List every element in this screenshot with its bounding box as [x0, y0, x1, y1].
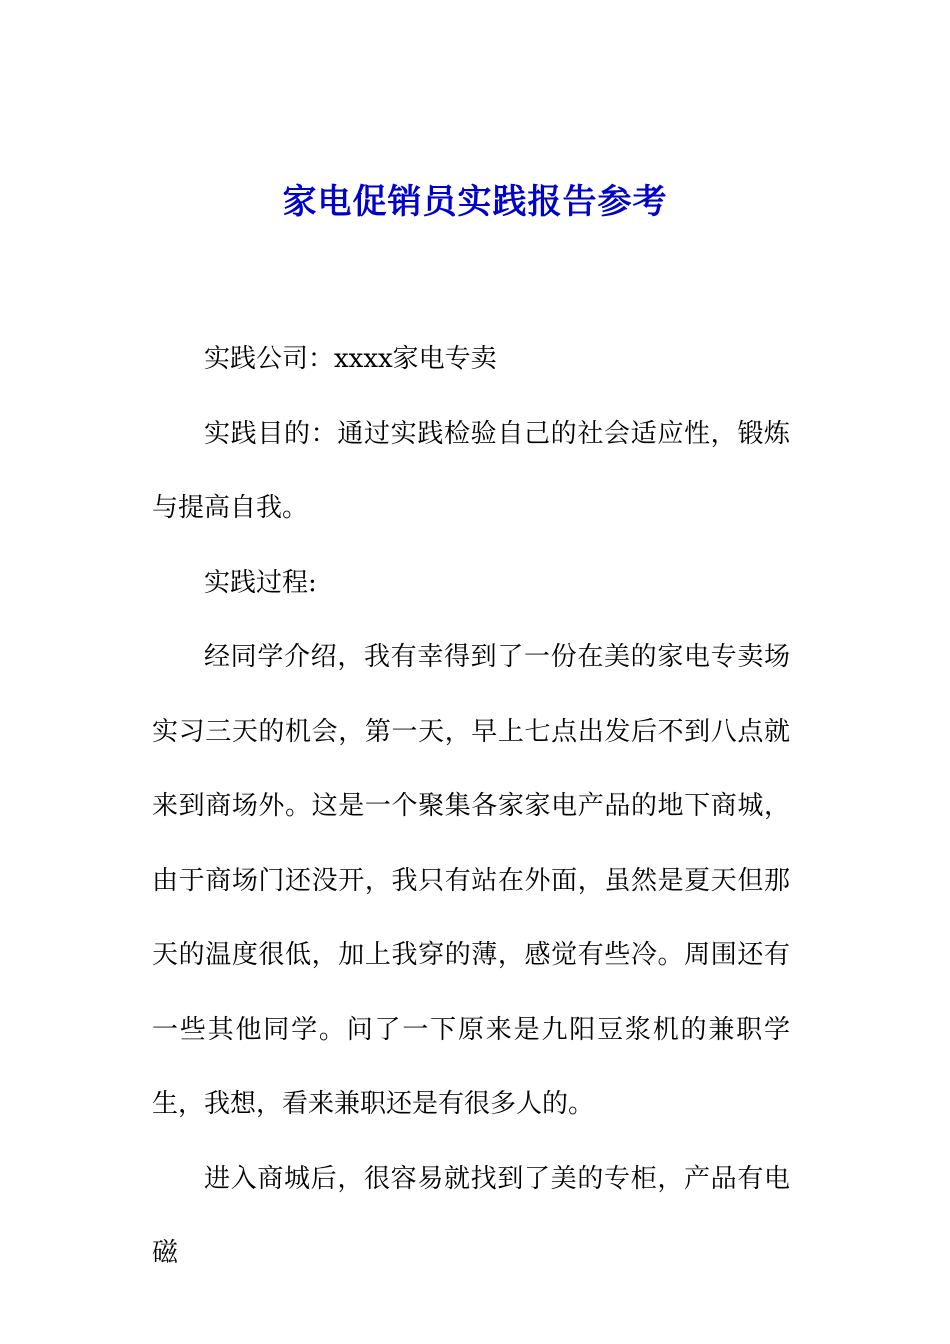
paragraph-purpose: 实践目的：通过实践检验自己的社会适应性，锻炼与提高自我。: [152, 418, 790, 523]
paragraph-process-body: 经同学介绍，我有幸得到了一份在美的家电专卖场实习三天的机会，第一天，早上七点出发后不到八点就来到商场外。这是一个聚集各家家电产品的地下商城，由于商场门还没开，我只有站在外面，虽然是夏天但那天的温度很低，加上我穿的薄，感觉有些冷。周围还有一些其他同学。问了一下原来是九阳豆浆机的兼职学生，我想，看来兼职还是有很多人的。: [152, 642, 790, 1119]
document-title: 家电促销员实践报告参考: [282, 182, 668, 222]
paragraph-process-heading: 实践过程:: [204, 567, 317, 598]
paragraph-mall-entry: 进入商城后，很容易就找到了美的专柜，产品有电磁: [152, 1163, 790, 1268]
document-body: [152, 322, 790, 1291]
paragraph-company: 实践公司：xxxx家电专卖: [204, 344, 497, 374]
